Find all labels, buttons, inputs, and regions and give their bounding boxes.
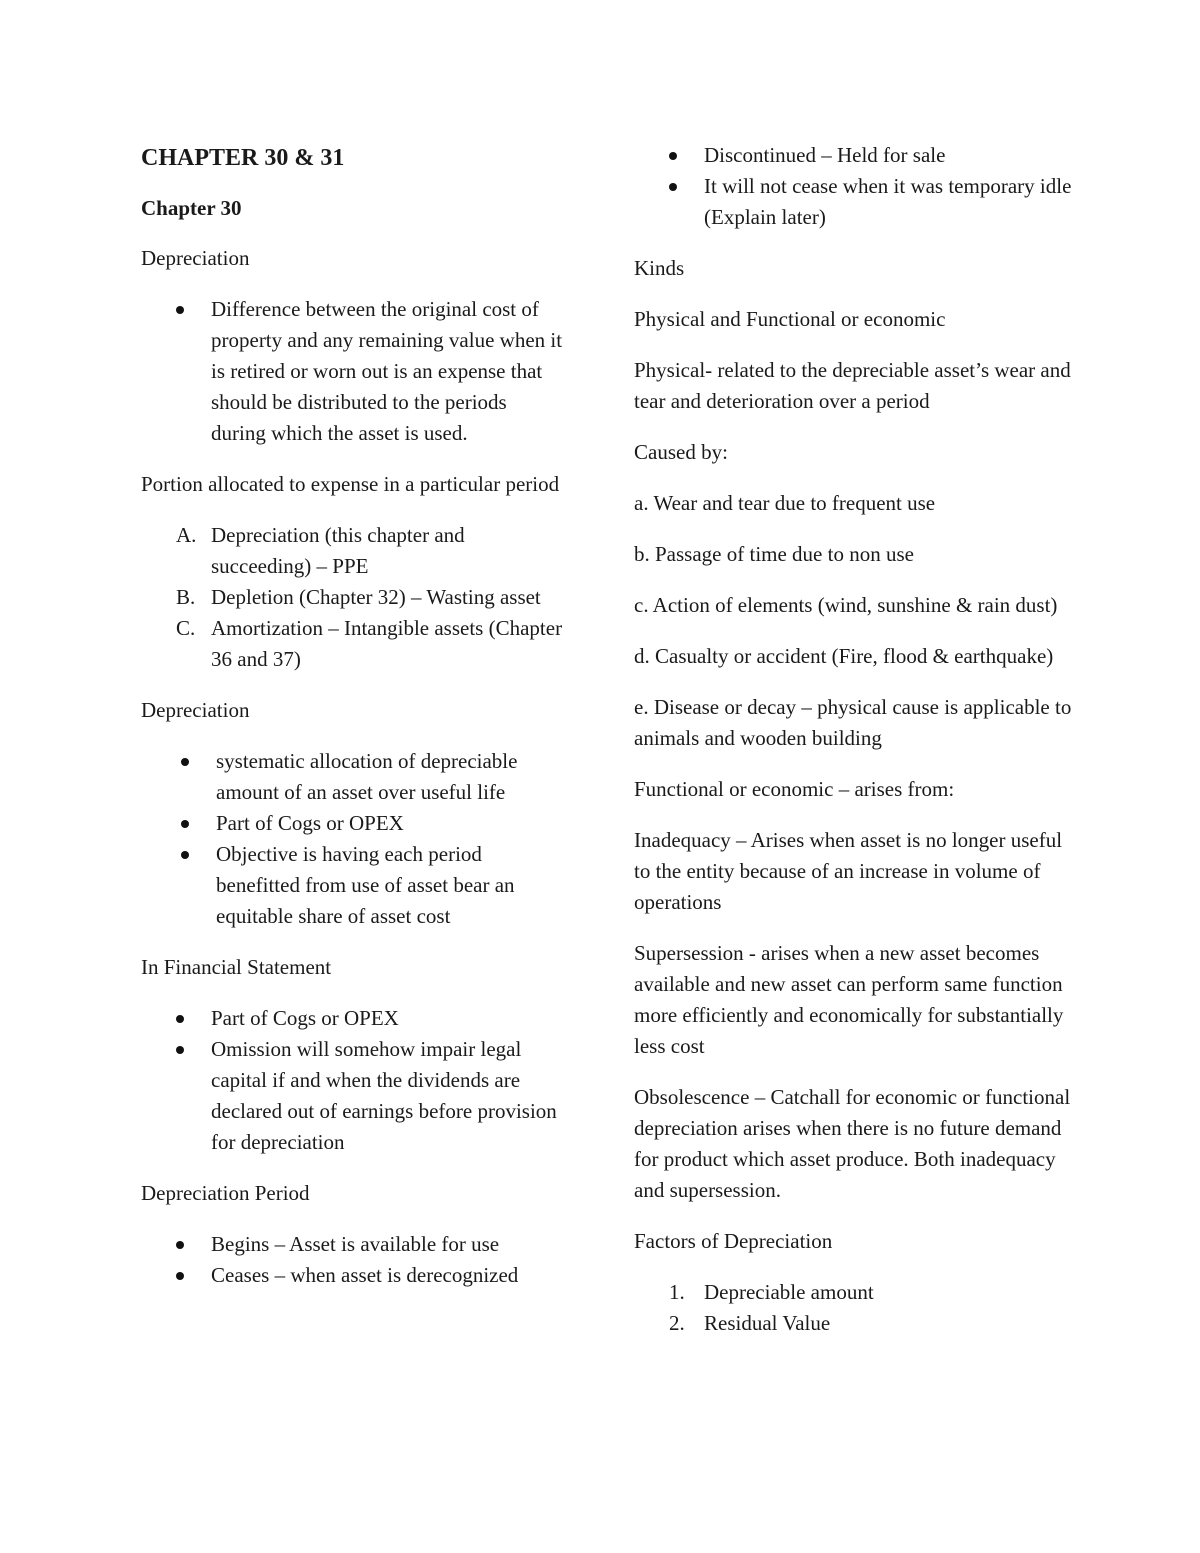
portion-text: Portion allocated to expense in a particular period bbox=[141, 472, 560, 496]
cause-item: d. Casualty or accident (Fire, flood & earthquake) bbox=[634, 644, 1054, 668]
list-text: Amortization – Intangible assets (Chapter 36 and 37) bbox=[211, 616, 563, 671]
cause-item: e. Disease or decay – physical cause is applicable to animals and wooden building bbox=[634, 695, 1072, 750]
depreciation-period-continued-list bbox=[634, 140, 1074, 233]
supersession-paragraph: Supersession - arises when a new asset becomes available and new asset can perform same function more efficiently and economically for substantially less cost bbox=[634, 941, 1064, 1058]
list-item bbox=[634, 1308, 1074, 1339]
list-item: Discontinued – Held for sale bbox=[634, 140, 1074, 171]
list-marker: A. bbox=[176, 523, 197, 547]
list-item: Objective is having each period benefitted from use of asset bear an equitable share of asset cost bbox=[141, 839, 566, 932]
list-marker: C. bbox=[176, 616, 196, 640]
factors-heading: Factors of Depreciation bbox=[634, 1229, 833, 1253]
list-text: Depreciable amount bbox=[704, 1280, 874, 1304]
list-item: Ceases – when asset is derecognized bbox=[141, 1260, 566, 1291]
list-item: Omission will somehow impair legal capital if and when the dividends are declared out of earnings before provision for depreciation bbox=[141, 1034, 566, 1158]
list-marker: B. bbox=[176, 585, 196, 609]
factors-list bbox=[634, 1277, 1074, 1339]
list-text: Depreciation (this chapter and succeeding) – PPE bbox=[211, 523, 465, 578]
obsolescence-paragraph: Obsolescence – Catchall for economic or functional depreciation arises when there is no future demand for product which asset produce. Both inadequacy and supersession. bbox=[634, 1085, 1071, 1202]
list-item: Part of Cogs or OPEX bbox=[141, 808, 566, 839]
list-marker: 2. bbox=[669, 1311, 685, 1335]
depreciation-period-list bbox=[141, 1229, 566, 1291]
allocation-types-list bbox=[141, 520, 566, 675]
heading-financial-statement: In Financial Statement bbox=[141, 955, 332, 979]
caused-by: Caused by: bbox=[634, 440, 728, 464]
list-marker: 1. bbox=[669, 1280, 685, 1304]
heading-depreciation-2: Depreciation bbox=[141, 698, 250, 722]
heading-depreciation: Depreciation bbox=[141, 246, 250, 270]
list-item bbox=[141, 582, 566, 613]
list-item: systematic allocation of depreciable amount of an asset over useful life bbox=[141, 746, 566, 808]
chapter-subtitle: Chapter 30 bbox=[141, 196, 242, 220]
heading-kinds: Kinds bbox=[634, 256, 685, 280]
functional-heading: Functional or economic – arises from: bbox=[634, 777, 955, 801]
list-item: It will not cease when it was temporary idle (Explain later) bbox=[634, 171, 1074, 233]
cause-item: b. Passage of time due to non use bbox=[634, 542, 914, 566]
list-text: Residual Value bbox=[704, 1311, 831, 1335]
depreciation-definition-list bbox=[141, 294, 566, 449]
list-item: Difference between the original cost of property and any remaining value when it is retired or worn out is an expense that should be distributed to the periods during which the asset is used. bbox=[141, 294, 566, 449]
cause-item: c. Action of elements (wind, sunshine & rain dust) bbox=[634, 593, 1058, 617]
physical-functional: Physical and Functional or economic bbox=[634, 307, 946, 331]
inadequacy-paragraph: Inadequacy – Arises when asset is no longer useful to the entity because of an increase in volume of operations bbox=[634, 828, 1063, 914]
list-item: Begins – Asset is available for use bbox=[141, 1229, 566, 1260]
chapter-title: CHAPTER 30 & 31 bbox=[141, 145, 345, 171]
list-text: Depletion (Chapter 32) – Wasting asset bbox=[211, 585, 541, 609]
list-item bbox=[634, 1277, 1074, 1308]
list-item bbox=[141, 613, 566, 675]
left-column bbox=[141, 140, 566, 1311]
physical-definition: Physical- related to the depreciable asset’s wear and tear and deterioration over a period bbox=[634, 358, 1071, 413]
list-item bbox=[141, 520, 566, 582]
heading-depreciation-period: Depreciation Period bbox=[141, 1181, 310, 1205]
list-item: Part of Cogs or OPEX bbox=[141, 1003, 566, 1034]
cause-item: a. Wear and tear due to frequent use bbox=[634, 491, 936, 515]
financial-statement-list bbox=[141, 1003, 566, 1158]
right-column bbox=[634, 140, 1074, 1359]
depreciation-points-list bbox=[141, 746, 566, 932]
